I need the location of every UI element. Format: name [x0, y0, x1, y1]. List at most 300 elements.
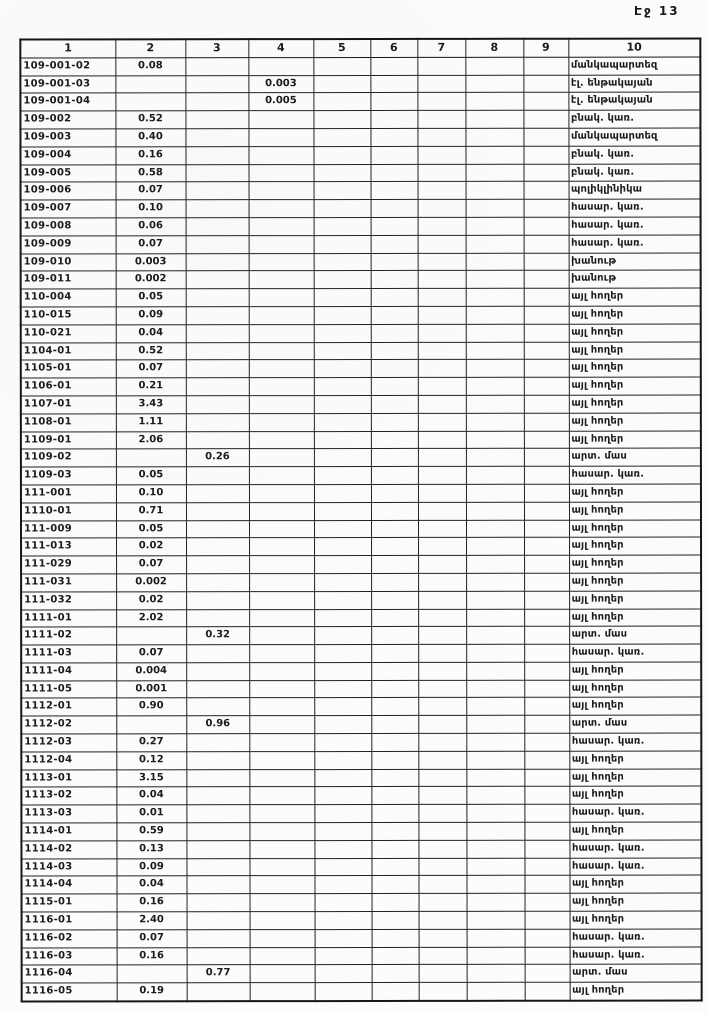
value-cell [186, 378, 249, 396]
value-cell [525, 929, 570, 947]
land-use-cell: մանկապարտեզ [568, 128, 700, 146]
value-cell: 0.01 [116, 805, 186, 823]
value-cell [524, 502, 569, 520]
value-cell [249, 716, 314, 734]
value-cell: 0.08 [115, 58, 185, 76]
value-cell [249, 253, 314, 271]
value-cell [418, 449, 466, 467]
value-cell [467, 911, 525, 929]
value-cell: 0.59 [116, 823, 186, 841]
value-cell [465, 93, 523, 111]
land-use-cell: այլ հողեր [569, 591, 701, 609]
parcel-code-cell: 1107-01 [21, 396, 116, 414]
value-cell [371, 698, 418, 716]
value-cell [371, 716, 418, 734]
value-cell: 0.19 [117, 983, 187, 1001]
value-cell [419, 911, 467, 929]
value-cell [524, 822, 569, 840]
value-cell: 0.06 [116, 218, 186, 236]
parcel-code-cell: 1112-03 [21, 734, 116, 752]
value-cell [186, 841, 249, 859]
parcel-code-cell: 1104-01 [21, 342, 116, 360]
value-cell [186, 200, 249, 218]
value-cell [186, 360, 249, 378]
column-header-2: 2 [115, 39, 185, 57]
table-row [20, 146, 700, 165]
value-cell [418, 680, 466, 698]
value-cell [418, 876, 466, 894]
value-cell [524, 306, 569, 324]
value-cell [314, 520, 371, 538]
value-cell: 0.40 [115, 129, 185, 147]
table-row [21, 181, 701, 200]
value-cell [418, 271, 466, 289]
value-cell [466, 342, 524, 360]
value-cell [186, 307, 249, 325]
land-use-cell: էլ. ենթակայան [568, 75, 700, 93]
value-cell: 2.06 [116, 431, 186, 449]
value-cell [249, 573, 314, 591]
value-cell [524, 271, 569, 289]
value-cell [186, 396, 249, 414]
land-use-cell: այլ հողեր [569, 484, 701, 502]
land-use-cell: այլ հողեր [569, 751, 701, 769]
value-cell [524, 698, 569, 716]
value-cell [249, 413, 314, 431]
value-cell [116, 449, 186, 467]
value-cell [466, 644, 524, 662]
value-cell [249, 858, 314, 876]
land-use-cell: այլ հողեր [569, 377, 701, 395]
value-cell [418, 644, 466, 662]
value-cell [418, 342, 466, 360]
value-cell [371, 200, 418, 218]
value-cell [466, 805, 524, 823]
land-use-cell: արտ. մաս [570, 964, 702, 982]
value-cell [249, 164, 314, 182]
table-row [21, 537, 701, 556]
value-cell: 0.02 [116, 591, 186, 609]
value-cell [185, 75, 248, 93]
table-row [21, 751, 701, 770]
value-cell [248, 129, 313, 147]
value-cell [418, 253, 466, 271]
value-cell [466, 306, 524, 324]
value-cell [524, 555, 569, 573]
value-cell [372, 929, 419, 947]
value-cell [418, 413, 466, 431]
value-cell: 0.27 [116, 734, 186, 752]
parcel-code-cell: 1111-04 [21, 663, 116, 681]
value-cell: 0.16 [117, 894, 187, 912]
land-use-cell: հասար. կառ. [569, 644, 701, 662]
value-cell [371, 662, 418, 680]
value-cell [185, 111, 248, 129]
value-cell [249, 342, 314, 360]
value-cell [314, 609, 371, 627]
value-cell [315, 929, 372, 947]
value-cell [523, 93, 568, 111]
value-cell [418, 573, 466, 591]
value-cell [313, 128, 370, 146]
parcel-code-cell: 1109-01 [21, 431, 116, 449]
value-cell [249, 591, 314, 609]
table-row [21, 377, 701, 396]
table-row [20, 110, 700, 129]
parcel-code-cell: 109-005 [21, 164, 116, 182]
parcel-code-cell: 109-007 [21, 200, 116, 218]
parcel-code-cell: 1116-05 [22, 983, 117, 1001]
value-cell [466, 858, 524, 876]
value-cell [524, 769, 569, 787]
land-use-cell: հասար. կառ. [569, 466, 701, 484]
value-cell [371, 627, 418, 645]
table-row [21, 164, 701, 183]
value-cell [467, 929, 525, 947]
land-use-cell: հասար. կառ. [570, 947, 702, 965]
table-row [20, 75, 700, 94]
value-cell [466, 787, 524, 805]
value-cell [466, 377, 524, 395]
value-cell [418, 538, 466, 556]
value-cell [417, 93, 465, 111]
value-cell [524, 520, 569, 538]
value-cell [314, 484, 371, 502]
value-cell [115, 93, 185, 111]
value-cell [371, 502, 418, 520]
value-cell: 0.05 [116, 520, 186, 538]
land-use-cell: արտ. մաս [569, 715, 701, 733]
value-cell [314, 235, 371, 253]
value-cell [371, 467, 418, 485]
value-cell [249, 840, 314, 858]
value-cell: 0.04 [116, 324, 186, 342]
value-cell [418, 822, 466, 840]
value-cell: 0.96 [186, 716, 249, 734]
value-cell [115, 75, 185, 93]
value-cell [525, 947, 570, 965]
value-cell [117, 965, 187, 983]
parcel-code-cell: 109-001-02 [20, 58, 115, 76]
value-cell [116, 627, 186, 645]
value-cell [186, 556, 249, 574]
parcel-code-cell: 1111-03 [21, 645, 116, 663]
value-cell [418, 324, 466, 342]
value-cell [524, 449, 569, 467]
value-cell [371, 431, 418, 449]
land-use-cell: այլ հողեր [570, 982, 702, 1000]
value-cell [186, 591, 249, 609]
table-row [20, 57, 700, 76]
value-cell: 1.11 [116, 413, 186, 431]
parcel-code-cell: 110-004 [21, 289, 116, 307]
value-cell [465, 128, 523, 146]
value-cell: 0.05 [116, 289, 186, 307]
value-cell [524, 377, 569, 395]
land-use-cell: այլ հողեր [569, 306, 701, 324]
parcel-code-cell: 111-029 [21, 556, 116, 574]
value-cell [466, 360, 524, 378]
parcel-code-cell: 109-001-03 [20, 75, 115, 93]
value-cell [371, 645, 418, 663]
value-cell [523, 57, 568, 75]
value-cell [466, 324, 524, 342]
land-use-cell: այլ հողեր [569, 875, 701, 893]
value-cell: 0.04 [116, 787, 186, 805]
value-cell: 0.90 [116, 698, 186, 716]
value-cell [524, 413, 569, 431]
parcel-code-cell: 109-009 [21, 236, 116, 254]
table-row [21, 573, 701, 592]
value-cell [371, 324, 418, 342]
value-cell: 0.003 [116, 253, 186, 271]
value-cell [524, 199, 569, 217]
parcel-code-cell: 1116-04 [22, 965, 117, 983]
value-cell [314, 805, 371, 823]
value-cell [314, 360, 371, 378]
parcel-code-cell: 109-011 [21, 271, 116, 289]
value-cell [524, 342, 569, 360]
value-cell [249, 645, 314, 663]
value-cell [467, 983, 525, 1001]
value-cell [418, 164, 466, 182]
value-cell [370, 128, 417, 146]
value-cell: 0.13 [116, 841, 186, 859]
value-cell [186, 645, 249, 663]
value-cell [248, 146, 313, 164]
land-use-cell: այլ հողեր [569, 537, 701, 555]
value-cell [314, 645, 371, 663]
parcel-code-cell: 111-001 [21, 485, 116, 503]
value-cell: 0.16 [115, 147, 185, 165]
value-cell [186, 663, 249, 681]
value-cell [314, 840, 371, 858]
value-cell: 0.09 [116, 858, 186, 876]
value-cell [249, 182, 314, 200]
value-cell [314, 271, 371, 289]
value-cell [371, 217, 418, 235]
table-row [21, 875, 701, 894]
value-cell [418, 395, 466, 413]
land-use-cell: արտ. մաս [569, 448, 701, 466]
value-cell [524, 235, 569, 253]
value-cell [314, 662, 371, 680]
land-use-cell: այլ հողեր [569, 662, 701, 680]
value-cell [466, 502, 524, 520]
value-cell [418, 431, 466, 449]
value-cell [525, 911, 570, 929]
value-cell [524, 182, 569, 200]
value-cell [465, 75, 523, 93]
parcel-code-cell: 1108-01 [21, 414, 116, 432]
value-cell [314, 680, 371, 698]
parcel-code-cell: 111-009 [21, 520, 116, 538]
value-cell [314, 378, 371, 396]
value-cell [371, 591, 418, 609]
value-cell: 0.52 [115, 111, 185, 129]
value-cell [186, 698, 249, 716]
value-cell: 0.77 [187, 965, 250, 983]
value-cell [370, 75, 417, 93]
parcel-code-cell: 109-006 [21, 182, 116, 200]
table-row [21, 431, 701, 450]
value-cell [524, 876, 569, 894]
column-header-9: 9 [523, 39, 568, 57]
value-cell [465, 146, 523, 164]
value-cell [371, 360, 418, 378]
value-cell [313, 75, 370, 93]
value-cell [418, 805, 466, 823]
value-cell [314, 342, 371, 360]
table-row [21, 217, 701, 236]
value-cell [314, 751, 371, 769]
value-cell [524, 360, 569, 378]
table-header [20, 39, 700, 58]
value-cell [466, 751, 524, 769]
value-cell [249, 698, 314, 716]
table-row [21, 680, 701, 699]
value-cell [313, 146, 370, 164]
table-row [21, 804, 701, 823]
value-cell [315, 947, 372, 965]
value-cell [186, 520, 249, 538]
value-cell [467, 947, 525, 965]
value-cell: 0.07 [116, 182, 186, 200]
land-use-cell: այլ հողեր [569, 288, 701, 306]
land-use-cell: արտ. մաս [569, 626, 701, 644]
value-cell [314, 413, 371, 431]
value-cell [187, 983, 250, 1001]
value-cell [249, 307, 314, 325]
value-cell [371, 556, 418, 574]
value-cell [372, 947, 419, 965]
value-cell [467, 894, 525, 912]
value-cell [418, 377, 466, 395]
value-cell [371, 733, 418, 751]
land-use-cell: պոլիկլինիկա [569, 181, 701, 199]
value-cell [466, 627, 524, 645]
table-row [21, 769, 701, 788]
value-cell [524, 680, 569, 698]
value-cell [370, 146, 417, 164]
value-cell [186, 609, 249, 627]
land-use-cell: մանկապարտեզ [568, 57, 700, 75]
value-cell [418, 289, 466, 307]
land-use-cell: հասար. կառ. [569, 804, 701, 822]
value-cell: 0.02 [116, 538, 186, 556]
value-cell [524, 431, 569, 449]
value-cell [187, 894, 250, 912]
parcel-code-cell: 1111-01 [21, 609, 116, 627]
table-row [21, 235, 701, 254]
parcel-code-cell: 1116-03 [22, 947, 117, 965]
land-use-cell: էլ. ենթակայան [568, 92, 700, 110]
value-cell [249, 449, 314, 467]
land-use-cell: այլ հողեր [569, 786, 701, 804]
table-row [21, 786, 701, 805]
value-cell [524, 538, 569, 556]
value-cell [249, 876, 314, 894]
value-cell [186, 574, 249, 592]
value-cell [186, 413, 249, 431]
value-cell [466, 662, 524, 680]
value-cell [370, 57, 417, 75]
value-cell: 0.10 [116, 200, 186, 218]
value-cell [524, 858, 569, 876]
value-cell [524, 288, 569, 306]
value-cell [371, 876, 418, 894]
value-cell [371, 787, 418, 805]
value-cell [371, 520, 418, 538]
value-cell [524, 751, 569, 769]
value-cell [466, 288, 524, 306]
table-row [22, 893, 702, 912]
value-cell [248, 57, 313, 75]
value-cell [465, 57, 523, 75]
table-row [21, 253, 701, 272]
land-use-cell: հասար. կառ. [570, 929, 702, 947]
parcel-code-cell: 1106-01 [21, 378, 116, 396]
value-cell [419, 983, 467, 1001]
value-cell [249, 378, 314, 396]
value-cell [524, 804, 569, 822]
value-cell: 0.71 [116, 502, 186, 520]
value-cell [418, 360, 466, 378]
value-cell [466, 235, 524, 253]
value-cell [186, 164, 249, 182]
parcel-code-cell: 109-010 [21, 253, 116, 271]
table-row [21, 840, 701, 859]
land-use-cell: հասար. կառ. [569, 217, 701, 235]
value-cell: 0.05 [116, 467, 186, 485]
value-cell [186, 485, 249, 503]
value-cell: 3.43 [116, 396, 186, 414]
table-header-row [20, 39, 700, 58]
parcel-code-cell: 1109-02 [21, 449, 116, 467]
value-cell [525, 965, 570, 983]
table-row [21, 413, 701, 432]
land-use-cell: հասար. կառ. [569, 733, 701, 751]
value-cell [417, 128, 465, 146]
value-cell [186, 858, 249, 876]
value-cell [524, 715, 569, 733]
value-cell [314, 395, 371, 413]
value-cell [249, 556, 314, 574]
table-row [20, 128, 700, 147]
value-cell [249, 627, 314, 645]
column-header-5: 5 [313, 39, 370, 57]
parcel-code-cell: 1111-02 [21, 627, 116, 645]
value-cell [524, 164, 569, 182]
value-cell [313, 57, 370, 75]
land-use-cell: այլ հողեր [569, 431, 701, 449]
land-use-cell: այլ հողեր [569, 769, 701, 787]
value-cell [249, 289, 314, 307]
value-cell [313, 111, 370, 129]
value-cell [185, 93, 248, 111]
value-cell [524, 609, 569, 627]
value-cell [371, 182, 418, 200]
value-cell [372, 965, 419, 983]
value-cell [313, 93, 370, 111]
value-cell [186, 342, 249, 360]
value-cell [314, 253, 371, 271]
value-cell [314, 769, 371, 787]
value-cell [523, 146, 568, 164]
value-cell [314, 164, 371, 182]
value-cell [371, 769, 418, 787]
value-cell [315, 912, 372, 930]
